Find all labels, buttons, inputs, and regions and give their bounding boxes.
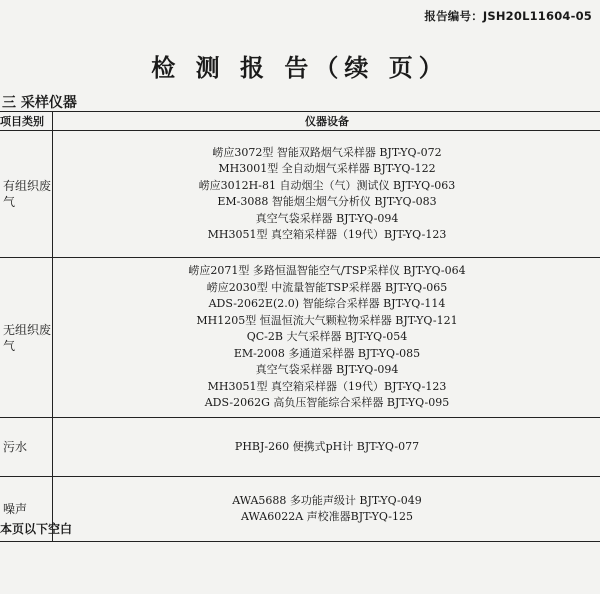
table-header-row bbox=[0, 112, 600, 131]
equipment-item: AWA5688 多功能声级计 BJT-YQ-049 bbox=[232, 493, 422, 507]
equipment-item: MH3051型 真空箱采样器（19代）BJT-YQ-123 bbox=[207, 228, 447, 241]
page-title: 检 测 报 告（续 页） bbox=[151, 54, 449, 82]
equipment-item: MH3051型 真空箱采样器（19代）BJT-YQ-123 bbox=[207, 379, 447, 393]
equipment-item: EM-2008 多通道采样器 BJT-YQ-085 bbox=[233, 346, 421, 360]
equipment-item: ADS-2062E(2.0) 智能综合采样器 BJT-YQ-114 bbox=[208, 297, 446, 311]
category-label: 有组织废 bbox=[3, 179, 52, 193]
equipment-item: 崂应3012H-81 自动烟尘（气）测试仪 BJT-YQ-063 bbox=[198, 178, 456, 192]
category-label: 无组织废 bbox=[3, 322, 52, 337]
table-row-fugitive-gas bbox=[0, 258, 600, 418]
blank-below-note: 本页以下空白 bbox=[0, 522, 73, 536]
category-label: 噪声 bbox=[3, 502, 28, 516]
category-label: 气 bbox=[3, 338, 16, 353]
equipment-item: MH1205型 恒温恒流大气颗粒物采样器 BJT-YQ-121 bbox=[196, 313, 458, 327]
table-row-noise bbox=[0, 477, 600, 542]
category-cell bbox=[0, 258, 53, 418]
equipment-item: PHBJ-260 便携式pH计 BJT-YQ-077 bbox=[234, 439, 420, 453]
report-number: 报告编号：JSH20L11604-05 bbox=[424, 9, 592, 23]
header-category: 项目类别 bbox=[0, 112, 53, 131]
table-row-wastewater bbox=[0, 418, 600, 477]
category-cell bbox=[0, 418, 53, 477]
equipment-item: QC-2B 大气采样器 BJT-YQ-054 bbox=[246, 330, 408, 344]
category-label: 气 bbox=[3, 195, 16, 209]
equipment-item: EM-3088 智能烟尘烟气分析仪 BJT-YQ-083 bbox=[217, 195, 437, 208]
equipment-cell bbox=[53, 418, 600, 477]
equipment-item: MH3001型 全自动烟气采样器 BJT-YQ-122 bbox=[218, 162, 436, 175]
category-label: 污水 bbox=[3, 440, 28, 454]
equipment-item: AWA6022A 声校准器BJT-YQ-125 bbox=[241, 510, 413, 523]
equipment-cell bbox=[53, 477, 600, 542]
table-row-organic-gas bbox=[0, 131, 600, 258]
equipment-item: ADS-2062G 高负压智能综合采样器 BJT-YQ-095 bbox=[204, 396, 450, 410]
equipment-cell bbox=[53, 258, 600, 418]
equipment-item: 真空气袋采样器 BJT-YQ-094 bbox=[255, 363, 399, 377]
instrument-table bbox=[0, 111, 600, 542]
equipment-item: 崂应3072型 智能双路烟气采样器 BJT-YQ-072 bbox=[212, 145, 442, 159]
equipment-item: 真空气袋采样器 BJT-YQ-094 bbox=[255, 211, 399, 225]
equipment-item: 崂应2030型 中流量智能TSP采样器 BJT-YQ-065 bbox=[206, 280, 448, 294]
header-equipment: 仪器设备 bbox=[53, 112, 600, 131]
equipment-cell bbox=[53, 131, 600, 258]
equipment-item: 崂应2071型 多路恒温智能空气/TSP采样仪 BJT-YQ-064 bbox=[188, 264, 466, 278]
section-heading: 三 采样仪器 bbox=[2, 95, 77, 111]
category-cell bbox=[0, 131, 53, 258]
